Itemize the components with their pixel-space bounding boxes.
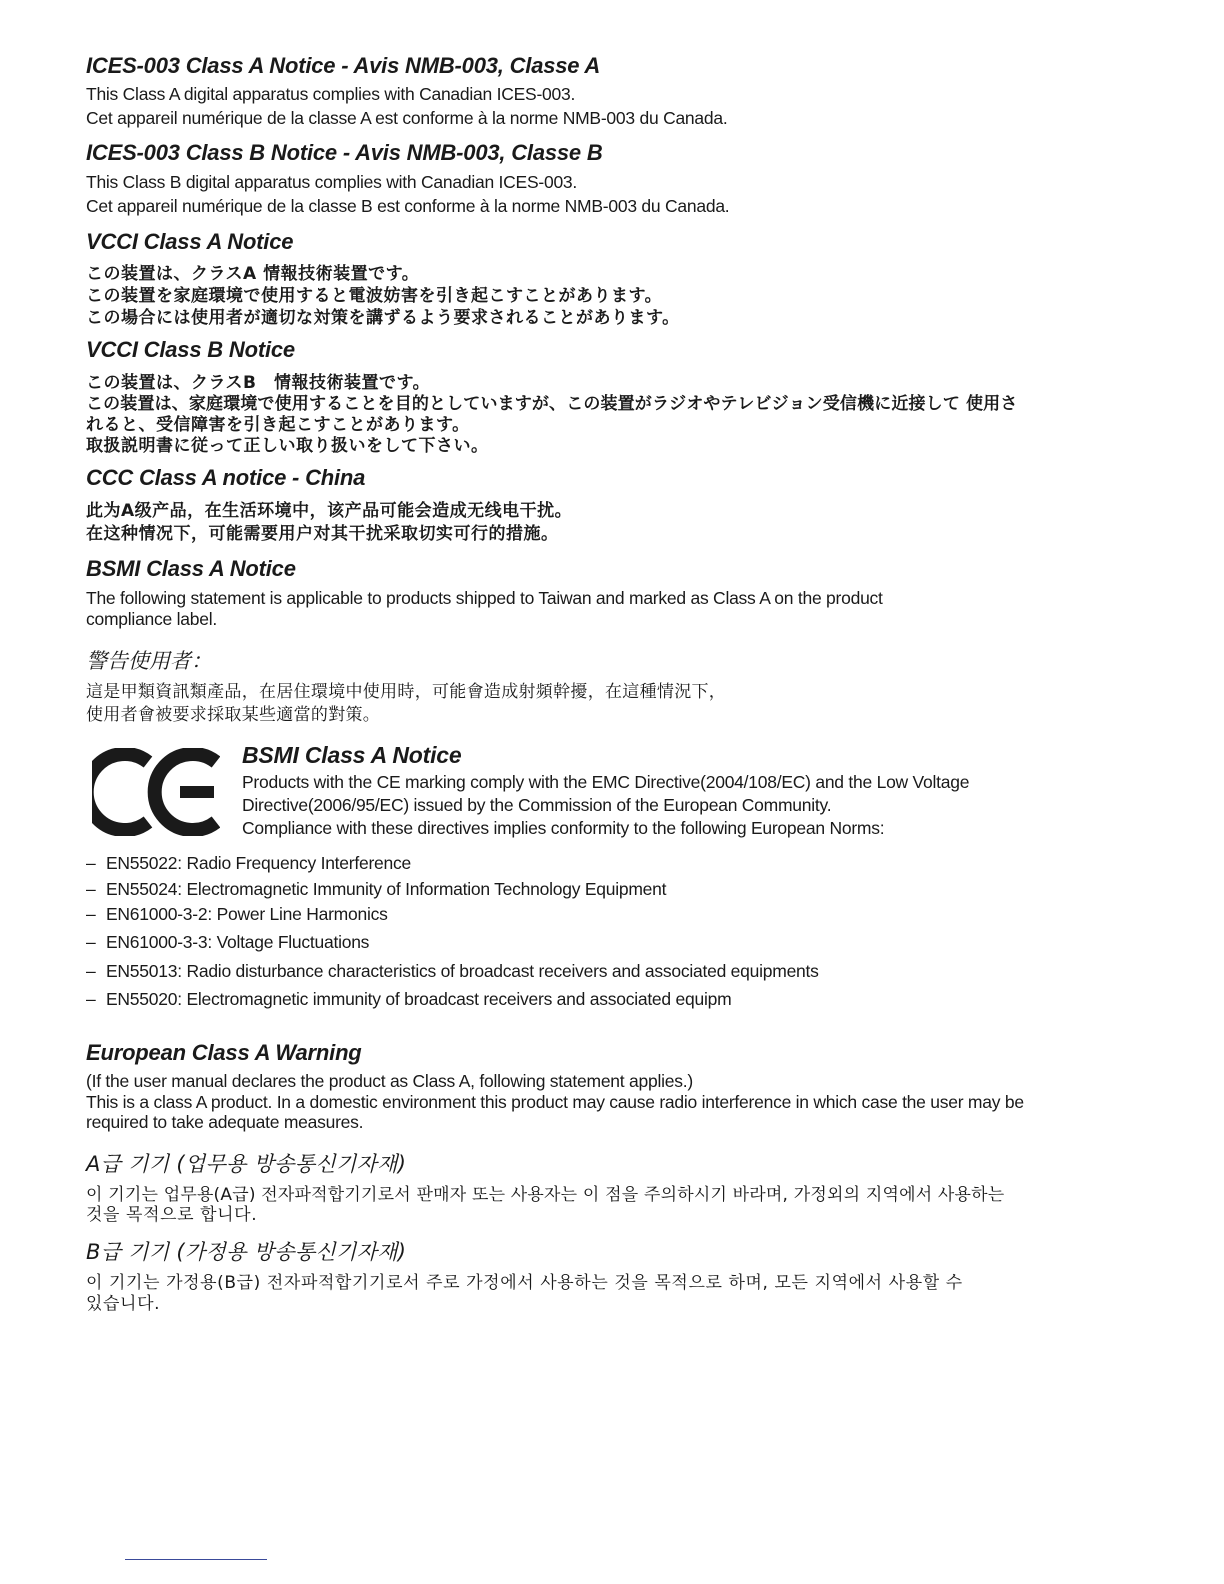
ce-c-glyph bbox=[92, 754, 148, 830]
norm-list-item: – EN55013: Radio disturbance characteristics of broadcast receivers and associated equipments bbox=[86, 961, 819, 981]
vcci-class-b-line-2: この装置は、家庭環境で使用することを目的としていますが、この装置がラジオやテレビジョン受信機に近接して 使用さ bbox=[86, 394, 1018, 414]
norm-text: EN55020: Electromagnetic immunity of broadcast receivers and associated equipm bbox=[106, 989, 732, 1009]
ccc-line-2: 在这种情况下，可能需要用户对其干扰采取切实可行的措施。 bbox=[86, 524, 559, 544]
vcci-class-a-line-1: この装置は、クラスA 情報技術装置です。 bbox=[86, 264, 420, 284]
bsmi-warning-line-1: 這是甲類資訊類產品，在居住環境中使用時，可能會造成射頻幹擾，在這種情況下， bbox=[86, 682, 727, 702]
ices-class-b-line-1: This Class B digital apparatus complies with Canadian ICES-003. bbox=[86, 172, 578, 192]
vcci-class-a-heading: VCCI Class A Notice bbox=[86, 229, 294, 254]
eu-warning-line-1: (If the user manual declares the product as Class A, following statement applies.) bbox=[86, 1071, 693, 1091]
eu-warning-line-2: This is a class A product. In a domestic environment this product may cause radio interference in which case the user may be bbox=[86, 1092, 1024, 1112]
korean-class-a-line-2: 것을 목적으로 합니다. bbox=[86, 1205, 258, 1225]
norm-text: EN55013: Radio disturbance characteristics of broadcast receivers and associated equipments bbox=[106, 961, 819, 981]
bsmi-warning-heading: 警告使用者： bbox=[86, 649, 212, 673]
ices-class-a-heading: ICES-003 Class A Notice - Avis NMB-003, Classe A bbox=[86, 53, 601, 78]
norm-text: EN55022: Radio Frequency Interference bbox=[106, 853, 411, 873]
ices-class-a-line-2: Cet appareil numérique de la classe A est conforme à la norme NMB-003 du Canada. bbox=[86, 108, 728, 128]
ices-class-b-line-2: Cet appareil numérique de la classe B est conforme à la norme NMB-003 du Canada. bbox=[86, 196, 730, 216]
vcci-class-b-line-4: 取扱説明書に従って正しい取り扱いをして下さい。 bbox=[86, 436, 489, 456]
korean-class-a-line-1: 이 기기는 업무용(A급) 전자파적합기기로서 판매자 또는 사용자는 이 점을 주의하시기 바라며, 가정외의 지역에서 사용하는 bbox=[86, 1185, 1005, 1205]
norm-list-item: – EN61000-3-2: Power Line Harmonics bbox=[86, 904, 388, 924]
ce-mark-logo bbox=[92, 748, 220, 836]
norm-list-item: – EN55022: Radio Frequency Interference bbox=[86, 853, 411, 873]
korean-class-b-heading: B급 기기 (가정용 방송통신기자재) bbox=[86, 1240, 407, 1264]
bsmi-line-1: The following statement is applicable to products shipped to Taiwan and marked as Class A on the product bbox=[86, 588, 883, 608]
ce-e-bar bbox=[180, 786, 214, 798]
vcci-class-a-line-2: この装置を家庭環境で使用すると電波妨害を引き起こすことがあります。 bbox=[86, 286, 663, 306]
norm-list-item: – EN55020: Electromagnetic immunity of broadcast receivers and associated equipm bbox=[86, 989, 732, 1009]
ccc-heading: CCC Class A notice - China bbox=[86, 465, 366, 490]
norm-list-item: – EN61000-3-3: Voltage Fluctuations bbox=[86, 932, 370, 952]
ce-heading: BSMI Class A Notice bbox=[242, 742, 462, 768]
norm-list-item: – EN55024: Electromagnetic Immunity of Information Technology Equipment bbox=[86, 879, 667, 899]
ce-line-3: Compliance with these directives implies conformity to the following European Norms: bbox=[242, 818, 885, 838]
bsmi-heading: BSMI Class A Notice bbox=[86, 556, 296, 581]
norm-text: EN55024: Electromagnetic Immunity of Information Technology Equipment bbox=[106, 879, 667, 899]
bsmi-line-2: compliance label. bbox=[86, 609, 217, 629]
ices-class-b-heading: ICES-003 Class B Notice - Avis NMB-003, Classe B bbox=[86, 140, 603, 165]
vcci-class-a-line-3: この場合には使用者が適切な対策を講ずるよう要求されることがあります。 bbox=[86, 308, 680, 328]
vcci-class-b-line-1: この装置は、クラスB 情報技術装置です。 bbox=[86, 373, 431, 393]
footer-rule bbox=[125, 1559, 267, 1560]
norm-text: EN61000-3-3: Voltage Fluctuations bbox=[106, 932, 370, 952]
eu-warning-heading: European Class A Warning bbox=[86, 1040, 362, 1065]
ce-line-1: Products with the CE marking comply with the EMC Directive(2004/108/EC) and the Low Voltage bbox=[242, 772, 970, 792]
korean-class-b-line-2: 있습니다. bbox=[86, 1294, 161, 1314]
eu-warning-line-3: required to take adequate measures. bbox=[86, 1112, 364, 1132]
ccc-line-1: 此为A级产品，在生活环境中，该产品可能会造成无线电干扰。 bbox=[86, 501, 573, 521]
bsmi-warning-line-2: 使用者會被要求採取某些適當的對策。 bbox=[86, 705, 381, 725]
norm-text: EN61000-3-2: Power Line Harmonics bbox=[106, 904, 388, 924]
ce-line-2: Directive(2006/95/EC) issued by the Commission of the European Community. bbox=[242, 795, 832, 815]
ices-class-a-line-1: This Class A digital apparatus complies with Canadian ICES-003. bbox=[86, 84, 576, 104]
korean-class-b-line-1: 이 기기는 가정용(B급) 전자파적합기기로서 주로 가정에서 사용하는 것을 목적으로 하며, 모든 지역에서 사용할 수 bbox=[86, 1273, 963, 1293]
vcci-class-b-heading: VCCI Class B Notice bbox=[86, 337, 295, 362]
korean-class-a-heading: A급 기기 (업무용 방송통신기자재) bbox=[86, 1152, 407, 1176]
vcci-class-b-line-3: れると、受信障害を引き起こすことがあります。 bbox=[86, 415, 470, 435]
